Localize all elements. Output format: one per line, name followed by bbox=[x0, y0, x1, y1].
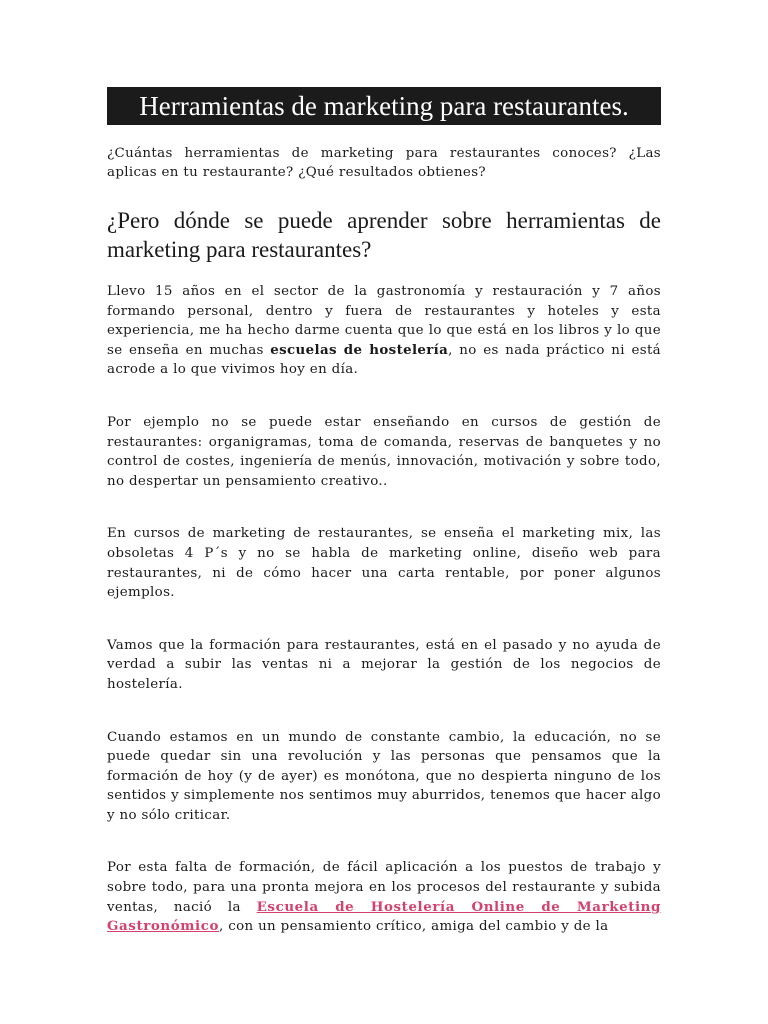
paragraph-school bbox=[107, 858, 661, 936]
page-title: Herramientas de marketing para restaurantes. bbox=[107, 87, 661, 125]
paragraph-training: Vamos que la formación para restaurantes, está en el pasado y no ayuda de verdad a subir las ventas ni a mejorar la gestión de los negocios de hostelería. bbox=[107, 637, 661, 692]
paragraph-marketing-courses: En cursos de marketing de restaurantes, se enseña el marketing mix, las obsoletas 4 P´s y no se habla de marketing online, diseño web para restaurantes, ni de cómo hacer una carta rentable, por poner algunos ejemplos. bbox=[107, 526, 661, 601]
bold-term: escuelas de hostelería bbox=[270, 341, 449, 358]
paragraph-text: , no es nada práctico ni está acrode a lo que vivimos hoy en día. bbox=[107, 342, 662, 378]
paragraph-text: Llevo 15 años en el sector de la gastronomía y restauración y 7 años formando personal, dentro y fuera de restaurantes y hoteles y esta experiencia, me ha hecho darme cuenta que lo que está en los libros y lo que se enseña en muchas bbox=[107, 284, 661, 358]
paragraph-experience bbox=[107, 282, 661, 380]
intro-paragraph: ¿Cuántas herramientas de marketing para restaurantes conoces? ¿Las aplicas en tu restaurante? ¿Qué resultados obtienes? bbox=[107, 146, 661, 180]
school-link[interactable]: Escuela de Hostelería Online de Marketing Gastronómico bbox=[107, 898, 661, 935]
section-heading: ¿Pero dónde se puede aprender sobre herramientas de marketing para restaurantes? bbox=[107, 208, 661, 262]
paragraph-change: Cuando estamos en un mundo de constante cambio, la educación, no se puede quedar sin una revolución y las personas que pensamos que la formación de hoy (y de ayer) es monótona, que no despierta ninguno de los sentidos y simplemente nos sentimos muy aburridos, tenemos que hacer algo y no sólo criticar. bbox=[107, 729, 661, 823]
paragraph-example: Por ejemplo no se puede estar enseñando en cursos de gestión de restaurantes: organigramas, toma de comanda, reservas de banquetes y no control de costes, ingeniería de menús, innovación, motivación y sobre todo, no despertar un pensamiento creativo.. bbox=[107, 414, 661, 489]
document-page bbox=[107, 87, 661, 937]
paragraph-text: Por esta falta de formación, de fácil aplicación a los puestos de trabajo y sobre todo, para una pronta mejora en los procesos del restaurante y subida ventas, nació la bbox=[107, 860, 661, 915]
paragraph-text: , con un pensamiento crítico, amiga del cambio y de la bbox=[219, 919, 609, 935]
